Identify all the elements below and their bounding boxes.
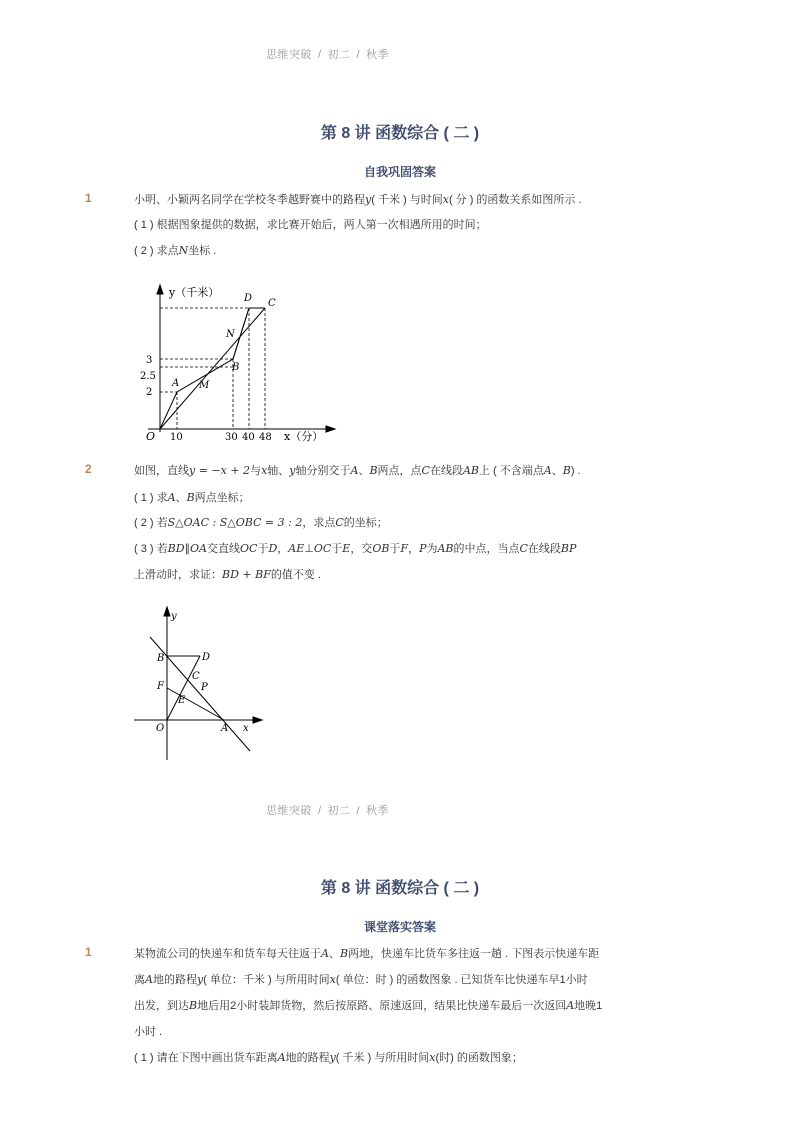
math-var: B [339, 947, 349, 960]
text: 两点坐标； [194, 492, 250, 504]
text: 在线段 [527, 543, 561, 555]
math-var: B [562, 464, 571, 477]
distance-time-graph [140, 282, 340, 447]
question-number: 2 [85, 462, 92, 476]
text: ( 1 ) 求 [134, 492, 168, 504]
math-expression: BD + BF [222, 568, 271, 581]
question-part-1 [134, 1049, 523, 1065]
y-tick-label: 3 [146, 355, 153, 366]
math-var: AE [288, 542, 305, 555]
question-text-line [134, 971, 588, 987]
math-var: A [145, 973, 153, 986]
question-text-line [134, 997, 602, 1013]
text: 如图，直线 [134, 465, 189, 477]
math-var: y [365, 193, 372, 206]
section-subtitle: 课堂落实答案 [363, 920, 436, 934]
text: 于 [257, 543, 269, 555]
text: ⊥ [304, 543, 314, 555]
x-axis-arrow [326, 426, 335, 432]
math-var: D [268, 542, 278, 555]
question-part-2 [134, 514, 388, 530]
math-var: AB [462, 464, 479, 477]
text: 地后用2小时装卸货物，然后按原路、原速返回，结果比快递车最后一次返回 [197, 1000, 567, 1012]
question-text-line [134, 191, 582, 207]
text: 与 [250, 465, 262, 477]
math-expression: S△OAC : S△OBC = 3 : 2 [167, 516, 303, 529]
point-label-b: B [157, 653, 165, 664]
x-axis-label: x [243, 723, 249, 734]
text: 在线段 [429, 465, 463, 477]
header-separator: / [317, 805, 322, 817]
math-expression: y = −x + 2 [189, 464, 251, 477]
text: ( 2 ) 求点 [134, 245, 179, 257]
point-label-b: B [232, 362, 240, 373]
y-axis-arrow [164, 607, 170, 616]
text: 离 [134, 974, 145, 986]
text: 某物流公司的快递车和货车每天往返于 [134, 948, 321, 960]
text: 地的路程 [152, 974, 197, 986]
text: 、 [175, 492, 187, 504]
math-var: y [196, 973, 204, 986]
math-var: B [189, 999, 198, 1012]
text: ( 分 ) 的函数关系如图所示 . [448, 194, 582, 206]
text: 小明、小颖两名同学在学校冬季越野赛中的路程 [134, 194, 365, 206]
header-grade: 初二 [327, 49, 351, 61]
page-header [0, 802, 655, 818]
point-label-d: D [202, 652, 211, 663]
text: 上 ( 不含端点 [479, 465, 544, 477]
text: 地的路程 [285, 1052, 330, 1064]
x-tick-label: 40 [242, 432, 255, 443]
point-label-e: E [178, 695, 186, 706]
math-var: A [277, 1051, 286, 1064]
math-var: x [442, 193, 449, 206]
point-label-c: C [192, 671, 200, 682]
y-tick-label: 2.5 [140, 371, 156, 382]
text: 轴、 [267, 465, 290, 477]
math-var: E [342, 542, 351, 555]
text: 交直线 [207, 543, 240, 555]
section-subtitle: 自我巩固答案 [363, 165, 436, 179]
text: 为 [426, 543, 438, 555]
header-course: 思维突破 [265, 49, 312, 61]
header-separator: / [356, 805, 361, 817]
line-ab [150, 637, 250, 751]
question-text-line [134, 462, 581, 478]
y-axis-arrow [157, 285, 163, 294]
text: 、 [358, 465, 370, 477]
point-label-a: A [221, 723, 229, 734]
x-tick-label: 10 [170, 432, 183, 443]
text: ，交 [350, 543, 373, 555]
question-text-line: 小时 . [134, 1026, 163, 1038]
point-label-c: C [268, 298, 276, 309]
text: 于 [331, 543, 343, 555]
math-var: C [519, 542, 528, 555]
math-var: x [429, 1051, 436, 1064]
math-var: x [329, 973, 336, 986]
text: ( 2 ) 若 [134, 517, 168, 529]
y-axis-label: y（千米） [169, 286, 220, 299]
text: 两地，快递车比货车多往返一趟 . 下图表示快递车距 [348, 948, 600, 960]
math-var: A [543, 464, 552, 477]
text: 出发，到达 [134, 1000, 189, 1012]
math-var: N [178, 244, 189, 257]
point-label-a: A [172, 378, 180, 389]
point-label-n: N [226, 329, 235, 340]
header-term: 秋季 [366, 805, 390, 817]
text: 两点，点 [377, 465, 422, 477]
header-separator: / [356, 49, 361, 61]
header-grade: 初二 [327, 805, 351, 817]
text: ( 1 ) 请在下图中画出货车距离 [134, 1052, 278, 1064]
question-number: 1 [85, 945, 92, 959]
math-var: B [186, 491, 195, 504]
x-axis-label: x（分） [284, 430, 324, 443]
text: (时) 的函数图象； [435, 1052, 523, 1064]
text: ( 千米 ) 与所用时间 [335, 1052, 430, 1064]
question-part-1 [134, 489, 250, 505]
text: 上滑动时，求证： [134, 569, 222, 581]
math-var: BP [560, 542, 577, 555]
math-var: OA [190, 542, 207, 555]
question-part-3-cont [134, 566, 321, 582]
x-tick-label: 48 [259, 432, 272, 443]
math-var: A [350, 464, 359, 477]
math-var: OC [313, 542, 332, 555]
math-var: B [369, 464, 378, 477]
header-separator: / [317, 49, 322, 61]
math-var: A [167, 491, 176, 504]
question-number: 1 [85, 191, 92, 205]
question-text-line [134, 945, 599, 961]
text: 的中点，当点 [453, 543, 520, 555]
point-label-d: D [244, 293, 253, 304]
origin-label: O [156, 723, 165, 734]
point-label-f: F [157, 681, 164, 692]
text: 、 [551, 465, 563, 477]
math-var: OB [372, 542, 390, 555]
text: 于 [389, 543, 401, 555]
text: ∥ [184, 543, 191, 555]
math-var: y [329, 1051, 336, 1064]
x-axis-arrow [253, 717, 262, 723]
header-course: 思维突破 [265, 805, 312, 817]
lesson-title: 第 8 讲 函数综合 ( 二 ) [320, 880, 480, 897]
text: ， [277, 543, 289, 555]
text: 轴分别交于 [295, 465, 351, 477]
geometry-figure [128, 605, 268, 765]
text: ) . [570, 465, 581, 477]
math-var: AB [437, 542, 454, 555]
text: ( 3 ) 若 [134, 543, 168, 555]
math-var: A [321, 947, 329, 960]
math-var: y [289, 464, 296, 477]
text: 的坐标； [343, 517, 388, 529]
math-var: C [421, 464, 430, 477]
text: ( 单位：时 ) 的函数图象 . 已知货车比快递车早1小时 [335, 974, 588, 986]
question-part-3 [134, 540, 576, 556]
y-tick-label: 2 [146, 387, 153, 398]
math-var: F [400, 542, 409, 555]
math-var: x [261, 464, 268, 477]
y-axis-label: y [171, 611, 177, 622]
text: ， [408, 543, 420, 555]
math-var: C [335, 516, 344, 529]
page-header [0, 46, 655, 62]
point-label-m: M [199, 380, 210, 391]
math-var: BD [167, 542, 185, 555]
question-part-1: ( 1 ) 根据图象提供的数据，求比赛开始后，两人第一次相遇所用的时间； [134, 219, 487, 231]
math-var: A [566, 999, 575, 1012]
math-var: OC [240, 542, 258, 555]
point-label-p: P [201, 682, 208, 693]
text: ( 单位：千米 ) 与所用时间 [203, 974, 330, 986]
text: 、 [328, 948, 340, 960]
math-var: P [419, 542, 427, 555]
x-tick-label: 30 [225, 432, 238, 443]
lesson-title: 第 8 讲 函数综合 ( 二 ) [320, 125, 480, 142]
text: 地晚1 [574, 1000, 603, 1012]
text: 坐标 . [188, 245, 217, 257]
text: ( 千米 ) 与时间 [371, 194, 443, 206]
question-part-2 [134, 242, 216, 258]
text: ，求点 [302, 517, 336, 529]
text: 的值不变 . [270, 569, 321, 581]
header-term: 秋季 [366, 49, 390, 61]
origin-label: O [146, 430, 156, 443]
